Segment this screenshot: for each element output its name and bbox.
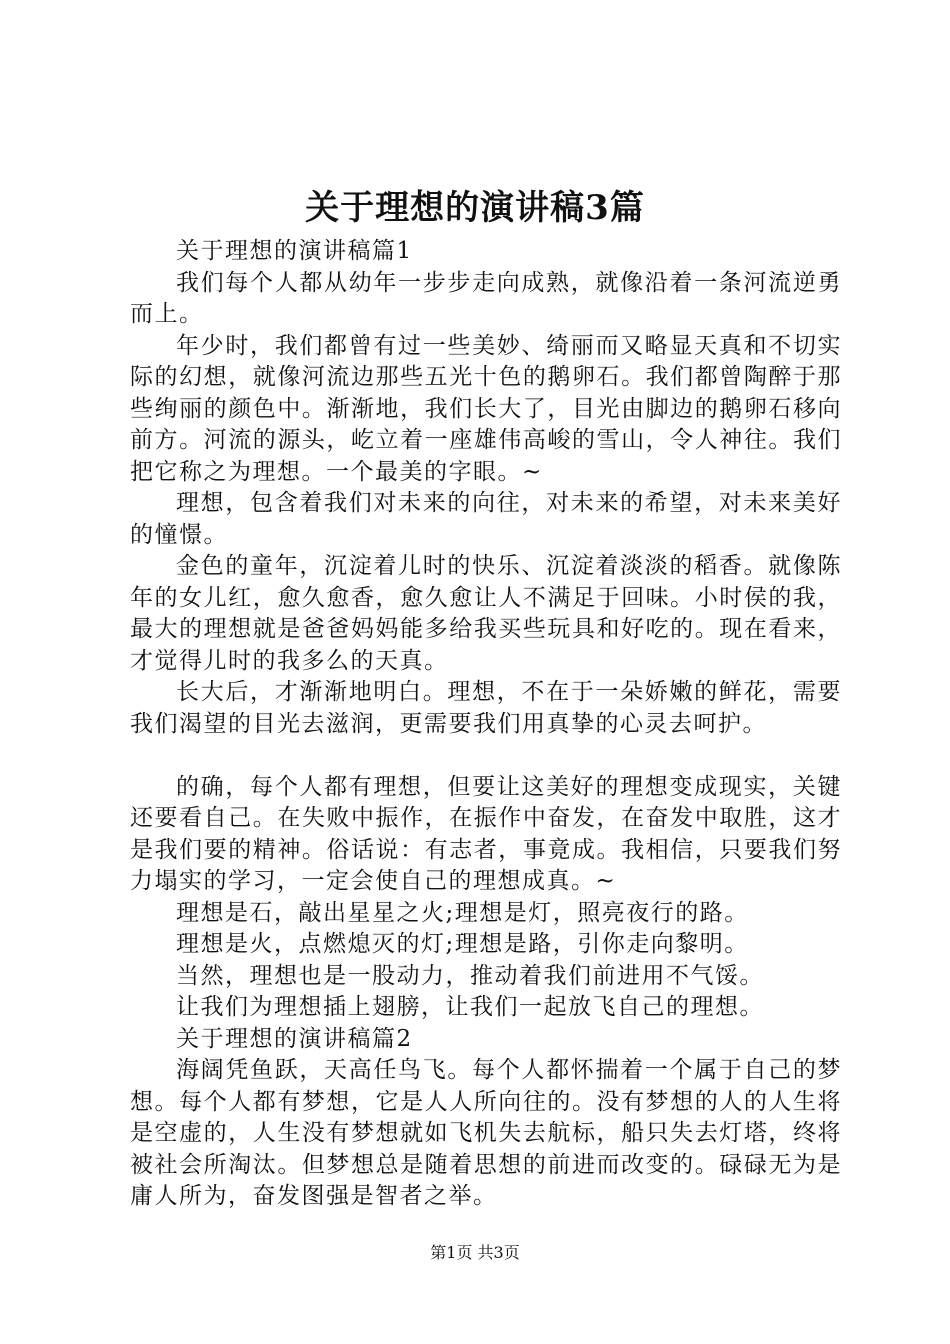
paragraph: 理想，包含着我们对未来的向往，对未来的希望，对未来美好的憧憬。	[130, 490, 842, 548]
paragraph: 让我们为理想插上翅膀，让我们一起放飞自己的理想。	[176, 994, 764, 1020]
paragraph: 理想是石，敲出星星之火;理想是灯，照亮夜行的路。	[176, 899, 749, 926]
paragraph: 的确，每个人都有理想，但要让这美好的理想变成现实，关键还要看自己。在失败中振作，在振作中奋发，在奋发中取胜，这才是我们要的精神。俗话说：有志者，事竟成。我相信，只要我们努力塌实的学习，一定会使自己的理想成真。~	[130, 773, 842, 894]
section-heading: 关于理想的演讲稿篇1	[176, 238, 413, 264]
paragraph: 年少时，我们都曾有过一些美妙、绮丽而又略显天真和不切实际的幻想，就像河流边那些五光十色的鹅卵石。我们都曾陶醉于那些绚丽的颜色中。渐渐地，我们长大了，目光由脚边的鹅卵石移向前方。河流的源头，屹立着一座雄伟高峻的雪山，令人神往。我们把它称之为理想。一个最美的字眼。~	[130, 332, 842, 485]
paragraph: 长大后，才渐渐地明白。理想，不在于一朵娇嫩的鲜花，需要我们渴望的目光去滋润，更需要我们用真挚的心灵去呵护。	[130, 679, 842, 737]
page-number: 第1页 共3页	[430, 1243, 520, 1262]
document-body	[130, 236, 842, 1213]
paragraph: 理想是火，点燃熄灭的灯;理想是路，引你走向黎明。	[176, 931, 749, 957]
paragraph: 海阔凭鱼跃，天高任鸟飞。每个人都怀揣着一个属于自己的梦想。每个人都有梦想，它是人人所向往的。没有梦想的人的人生将是空虚的，人生没有梦想就如飞机失去航标，船只失去灯塔，终将被社会所淘汰。但梦想总是随着思想的前进而改变的。碌碌无为是庸人所为，奋发图强是智者之举。	[130, 1057, 842, 1209]
paragraph: 我们每个人都从幼年一步步走向成熟，就像沿着一条河流逆勇而上。	[130, 269, 842, 327]
paragraph: 当然，理想也是一股动力，推动着我们前进用不气馁。	[176, 962, 764, 989]
document-title: 关于理想的演讲稿3篇	[305, 188, 645, 228]
paragraph: 金色的童年，沉淀着儿时的快乐、沉淀着淡淡的稻香。就像陈年的女儿红，愈久愈香，愈久愈让人不满足于回味。小时侯的我，最大的理想就是爸爸妈妈能多给我买些玩具和好吃的。现在看来，才觉得儿时的我多么的天真。	[130, 553, 842, 674]
section-heading: 关于理想的演讲稿篇2	[176, 1025, 413, 1052]
